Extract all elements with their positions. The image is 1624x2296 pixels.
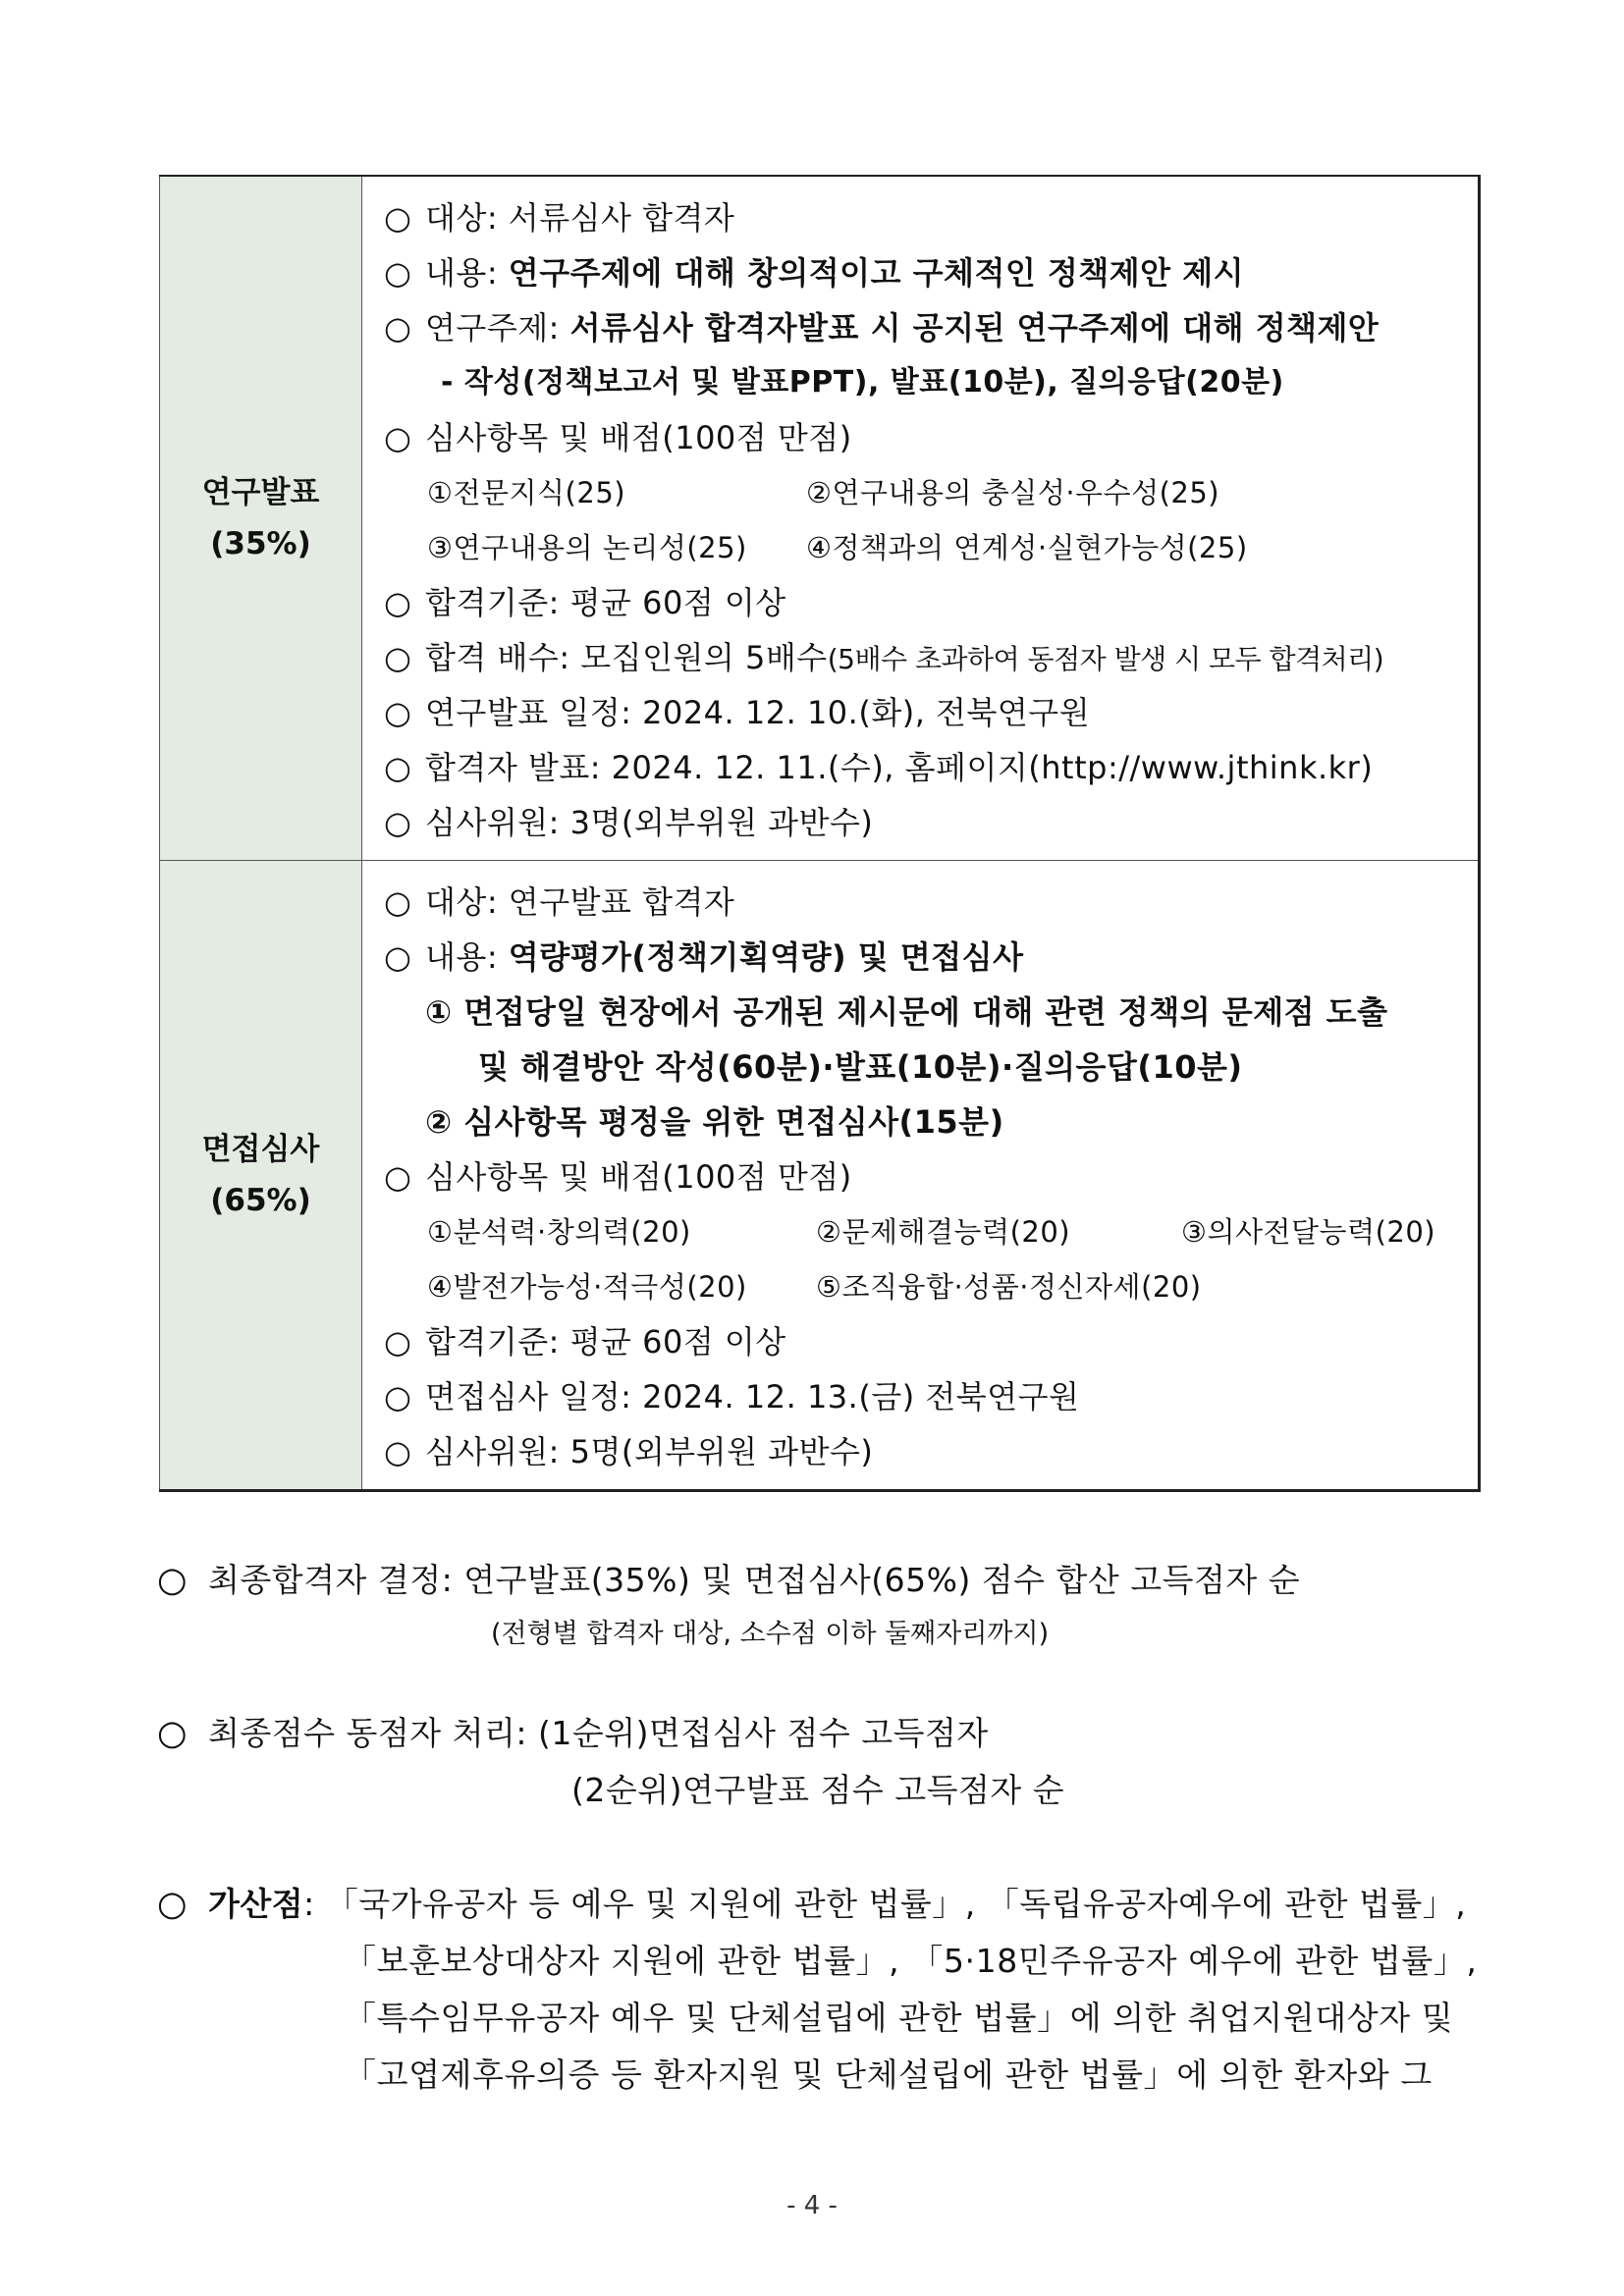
interview-step-1: ① 면접당일 현장에서 공개된 제시문에 대해 관련 정책의 문제점 도출 [425, 993, 1388, 1031]
score-item: ③의사전달능력(20) [1181, 1215, 1436, 1249]
circle-bullet-icon: ○ [157, 1561, 189, 1600]
bullet-icon: ○ [384, 938, 412, 976]
interview-content: ○ 내용: 역량평가(정책기획역량) 및 면접심사 [384, 930, 1462, 985]
score-item: ③연구내용의 논리성(25) [427, 531, 747, 564]
bonus-line-2: 「보훈보상대상자 지원에 관한 법률」, 「5·18민주유공자 예우에 관한 법률」, [344, 1942, 1478, 1980]
research-multiple: ○ 합격 배수: 모집인원의 5배수(5배수 초과하여 동점자 발생 시 모두 합격처리) [384, 630, 1462, 685]
score-item: ①전문지식(25) [427, 476, 626, 509]
research-target: ○ 대상: 서류심사 합격자 [384, 190, 1462, 245]
research-announce: ○ 합격자 발표: 2024. 12. 11.(수), 홈페이지(http://www.jthink.kr) [384, 740, 1462, 795]
bullet-icon: ○ [384, 639, 412, 676]
bullet-icon: ○ [384, 694, 412, 731]
research-detail-cell [362, 176, 1480, 861]
bullet-icon: ○ [384, 1158, 412, 1196]
research-criteria: ○ 심사항목 및 배점(100점 만점) [384, 410, 1462, 465]
interview-step-2: ② 심사항목 평정을 위한 면접심사(15분) [425, 1103, 1004, 1141]
circle-bullet-icon: ○ [157, 1714, 189, 1753]
research-schedule: ○ 연구발표 일정: 2024. 12. 10.(화), 전북연구원 [384, 685, 1462, 740]
research-pass: ○ 합격기준: 평균 60점 이상 [384, 575, 1462, 630]
research-score-line-2 [384, 520, 1462, 575]
circle-bullet-icon: ○ [157, 1885, 189, 1924]
research-label-cell [160, 176, 362, 861]
interview-step-1-cont: 및 해결방안 작성(60분)·발표(10분)·질의응답(10분) [478, 1048, 1243, 1086]
interview-score-line-1 [384, 1204, 1462, 1259]
interview-schedule: ○ 면접심사 일정: 2024. 12. 13.(금) 전북연구원 [384, 1369, 1462, 1424]
bullet-icon: ○ [384, 1323, 412, 1361]
score-item: ②연구내용의 충실성·우수성(25) [806, 476, 1220, 509]
final-decision-note: (전형별 합격자 대상, 소수점 이하 둘째자리까지) [491, 1619, 1050, 1649]
interview-label-cell [160, 861, 362, 1491]
bonus-label: 가산점 [208, 1885, 304, 1923]
score-item: ②문제해결능력(20) [816, 1215, 1071, 1249]
bullet-icon: ○ [384, 584, 412, 621]
bullet-icon: ○ [384, 749, 412, 786]
tie-rule-2: (2순위)연구발표 점수 고득점자 순 [571, 1771, 1065, 1809]
score-item: ④정책과의 연계성·실현가능성(25) [806, 531, 1248, 564]
research-weight: (35%) [210, 526, 311, 561]
interview-score-line-2 [384, 1259, 1462, 1314]
evaluation-table [159, 175, 1481, 1492]
research-topic: ○ 연구주제: 서류심사 합격자발표 시 공지된 연구주제에 대해 정책제안 [384, 300, 1462, 355]
score-item: ④발전가능성·적극성(20) [427, 1270, 747, 1304]
interview-detail-cell [362, 861, 1480, 1491]
score-item: ⑤조직융합·성품·정신자세(20) [816, 1270, 1202, 1304]
final-decision: ○ 최종합격자 결정: 연구발표(35%) 및 면접심사(65%) 점수 합산 고득점자 순 [157, 1561, 1301, 1600]
research-label: 연구발표 [201, 475, 320, 510]
bullet-icon: ○ [384, 804, 412, 841]
bullet-icon: ○ [384, 254, 412, 292]
bonus-line-1: ○ 가산점: 「국가유공자 등 예우 및 지원에 관한 법률」, 「독립유공자예우에 관한 법률」, [157, 1885, 1467, 1924]
interview-weight: (65%) [210, 1183, 311, 1218]
score-item: ①분석력·창의력(20) [427, 1215, 691, 1249]
research-topic-detail: - 작성(정책보고서 및 발표PPT), 발표(10분), 질의응답(20분) [441, 365, 1284, 400]
page-number: - 4 - [786, 2191, 838, 2220]
interview-label: 면접심사 [201, 1132, 320, 1167]
bullet-icon: ○ [384, 1378, 412, 1415]
bonus-line-4: 「고엽제후유의증 등 환자지원 및 단체설립에 관한 법률」에 의한 환자와 그 [344, 2056, 1433, 2094]
research-content: ○ 내용: 연구주제에 대해 창의적이고 구체적인 정책제안 제시 [384, 245, 1462, 300]
bullet-icon: ○ [384, 309, 412, 347]
interview-judges: ○ 심사위원: 5명(외부위원 과반수) [384, 1424, 1462, 1479]
research-judges: ○ 심사위원: 3명(외부위원 과반수) [384, 795, 1462, 850]
tie-rule-1: ○ 최종점수 동점자 처리: (1순위)면접심사 점수 고득점자 [157, 1714, 989, 1753]
interview-pass: ○ 합격기준: 평균 60점 이상 [384, 1314, 1462, 1369]
research-score-line-1 [384, 465, 1462, 520]
research-row [160, 176, 1480, 861]
bullet-icon: ○ [384, 883, 412, 921]
bullet-icon: ○ [384, 1433, 412, 1470]
interview-target: ○ 대상: 연구발표 합격자 [384, 875, 1462, 930]
interview-criteria: ○ 심사항목 및 배점(100점 만점) [384, 1149, 1462, 1204]
bullet-icon: ○ [384, 199, 412, 237]
bonus-line-3: 「특수임무유공자 예우 및 단체설립에 관한 법률」에 의한 취업지원대상자 및 [344, 1999, 1454, 2037]
bullet-icon: ○ [384, 419, 412, 456]
interview-row [160, 861, 1480, 1491]
